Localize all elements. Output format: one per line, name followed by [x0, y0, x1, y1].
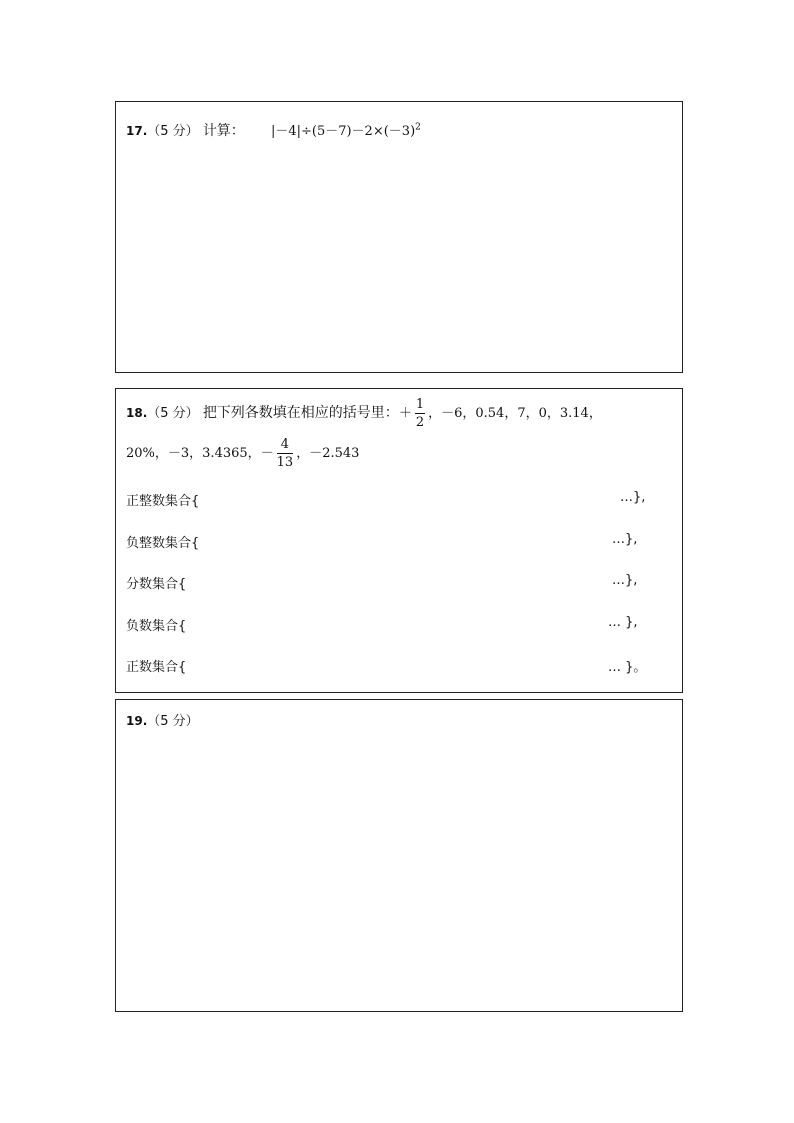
question-18-numbers-line-2	[126, 437, 359, 470]
numbers-line-2-b: ，－2.543	[296, 446, 360, 461]
question-19-box	[115, 699, 683, 1012]
numbers-line-2-a: 20%，－3，3.4365，－	[126, 446, 274, 461]
question-17-expression	[271, 124, 421, 139]
set-negative-integers-label: 负整数集合{	[126, 536, 200, 551]
set-fractions-end: …},	[612, 573, 638, 588]
set-fractions-label: 分数集合{	[126, 577, 187, 592]
plus-sign: ＋	[398, 406, 412, 421]
question-18-points: （5 分）	[147, 406, 199, 421]
set-positive-integers-end: …},	[620, 490, 646, 505]
question-18-number: 18.	[126, 406, 148, 420]
fraction-one-half-denominator: 2	[415, 415, 425, 430]
question-19-number: 19.	[126, 714, 148, 728]
set-positive-numbers-end: … }。	[608, 660, 647, 675]
fraction-four-thirteenths-numerator: 4	[277, 437, 294, 454]
set-negative-integers-end: …},	[612, 532, 638, 547]
fraction-four-thirteenths-denominator: 13	[276, 455, 294, 470]
question-18-header	[126, 397, 602, 430]
question-18-prompt: 把下列各数填在相应的括号里：	[202, 405, 399, 421]
question-17-expression-main: |－4|÷(5－7)－2×(－3)	[270, 124, 416, 139]
question-17-points: （5 分）	[147, 124, 199, 139]
numbers-line-1: ，－6，0.54，7，0，3.14，	[428, 406, 602, 421]
fraction-one-half	[415, 397, 425, 430]
question-17-header	[126, 120, 421, 140]
question-17-box	[115, 101, 683, 373]
set-positive-numbers-label: 正数集合{	[126, 660, 187, 675]
question-17-exponent: 2	[415, 122, 421, 133]
question-17-prompt: 计算：	[202, 123, 245, 139]
fraction-four-thirteenths	[277, 437, 294, 470]
set-positive-integers-label: 正整数集合{	[126, 494, 200, 509]
question-17-number: 17.	[126, 124, 148, 138]
fraction-one-half-numerator: 1	[415, 397, 425, 412]
question-19-header	[126, 710, 199, 729]
set-negative-numbers-label: 负数集合{	[126, 619, 187, 634]
question-19-points: （5 分）	[147, 714, 199, 729]
question-18-box	[115, 388, 683, 693]
set-negative-numbers-end: … },	[608, 615, 638, 630]
